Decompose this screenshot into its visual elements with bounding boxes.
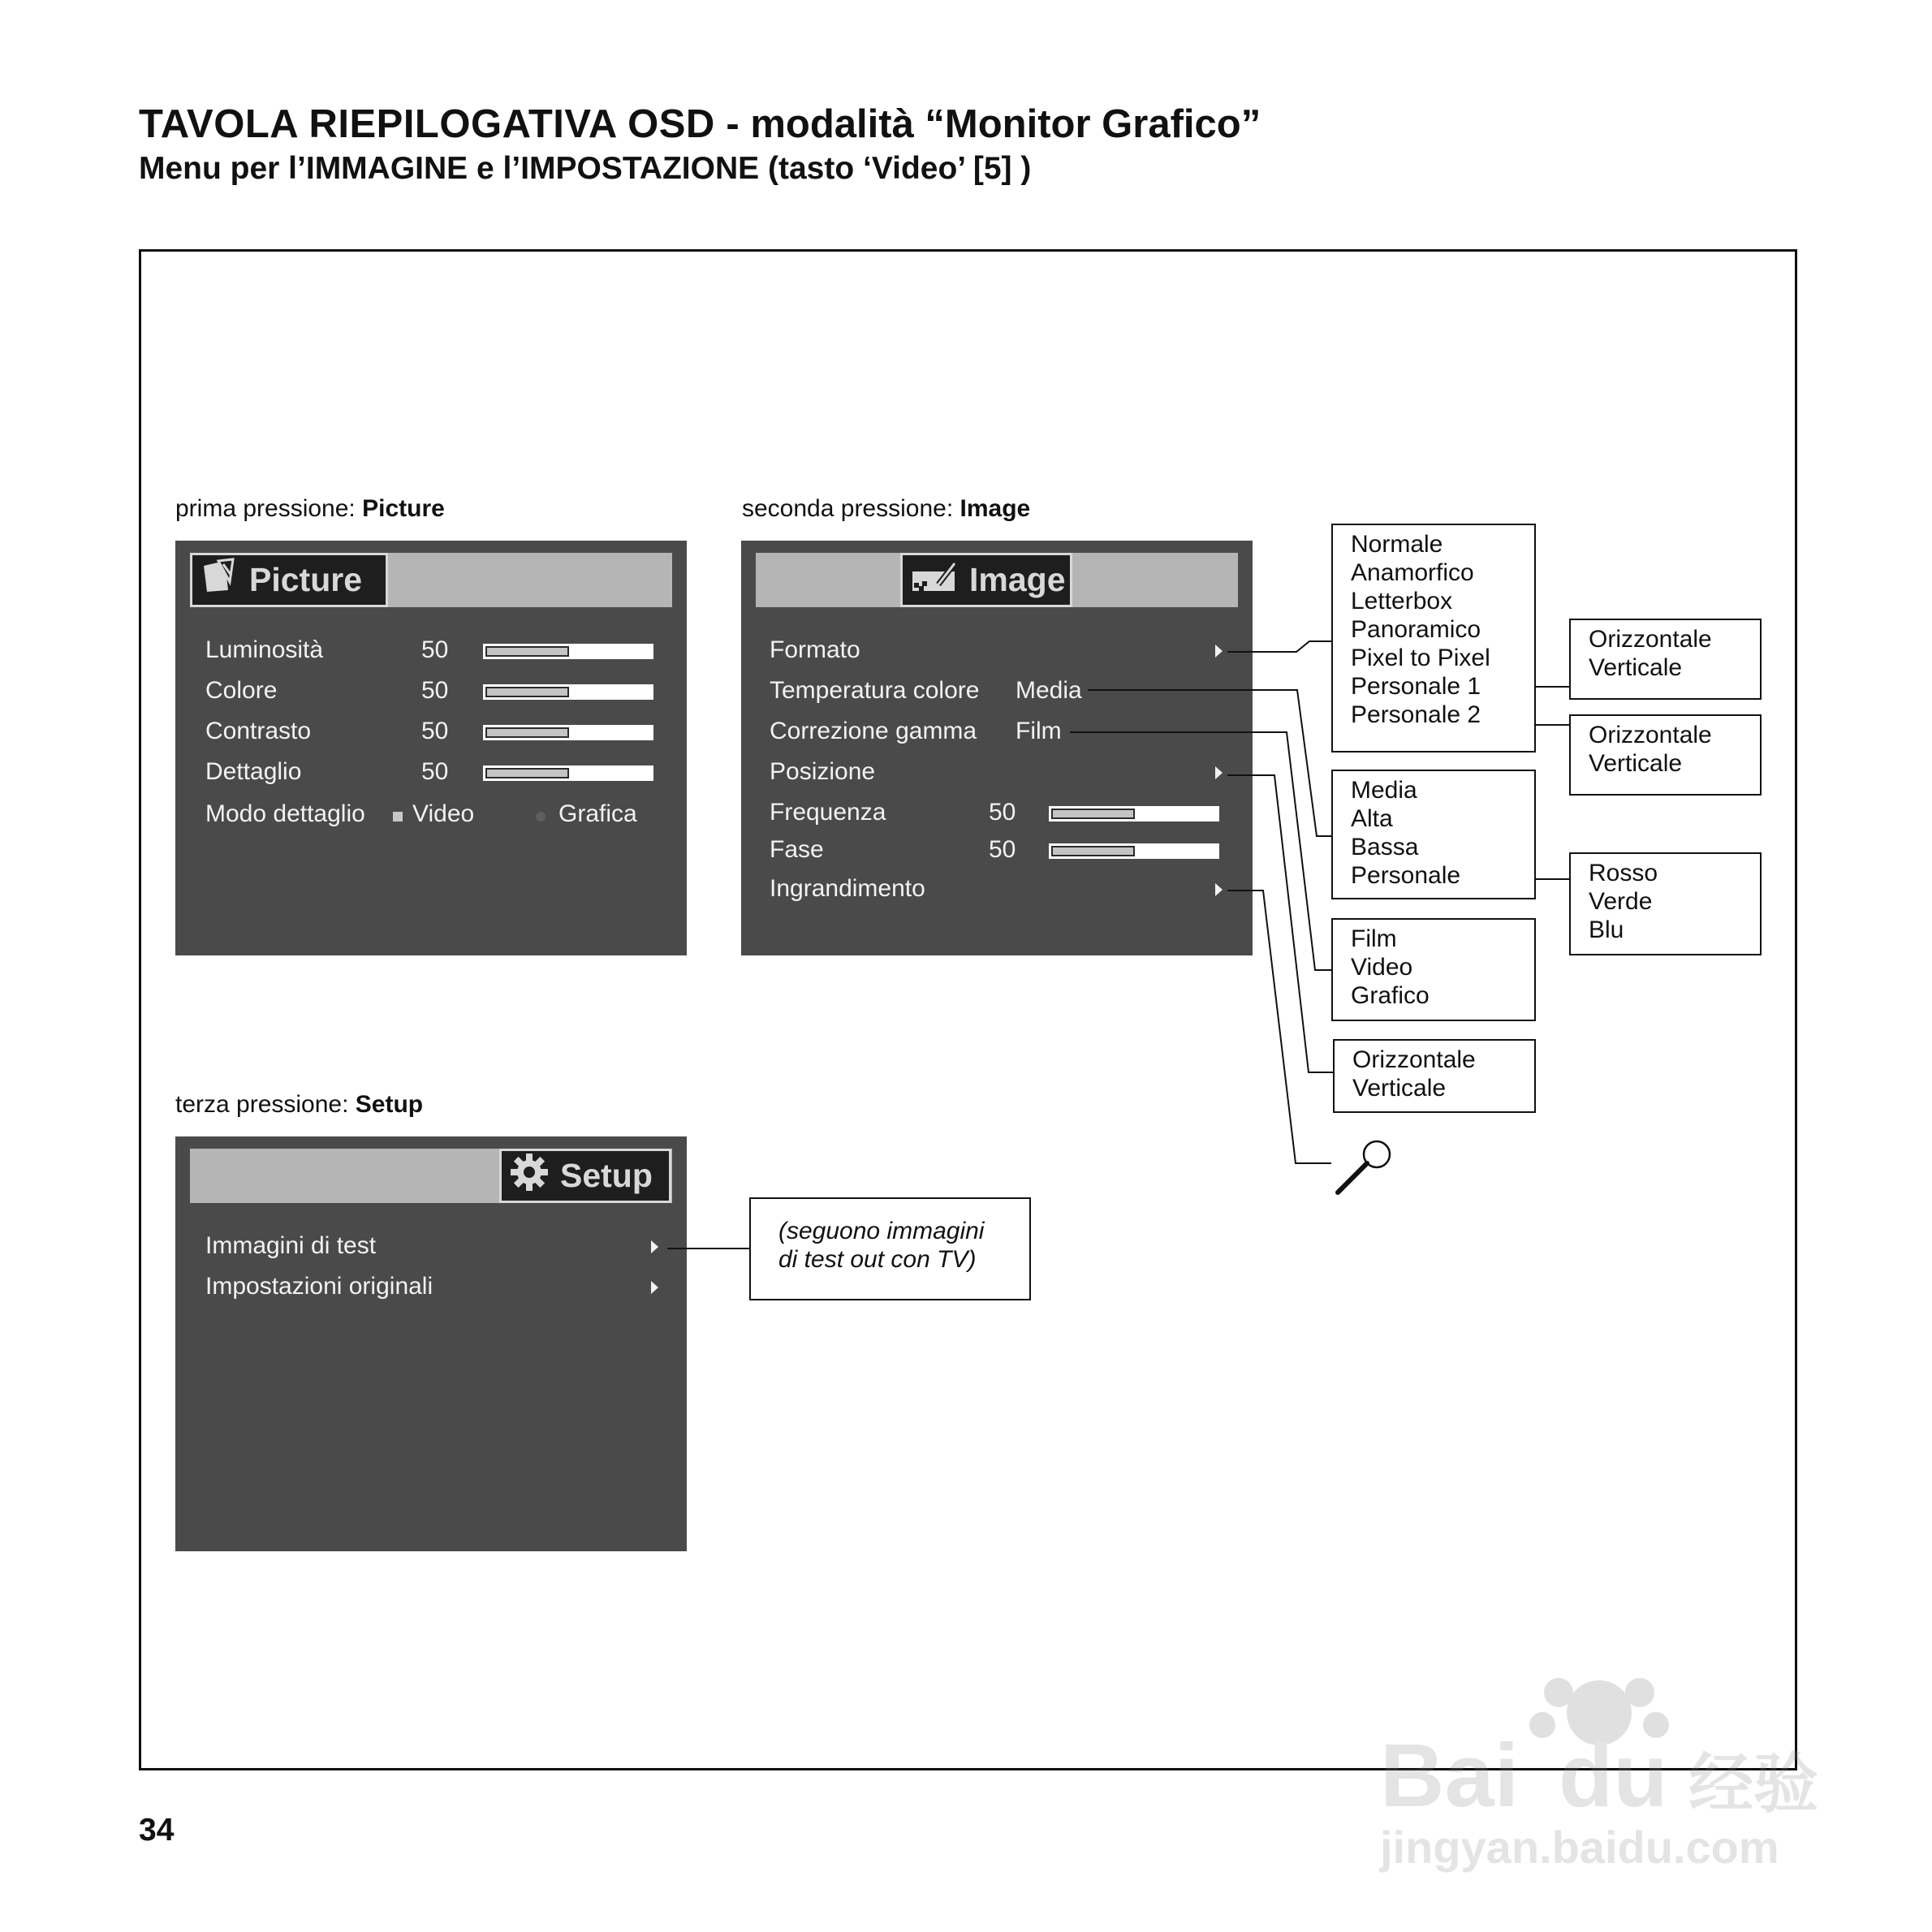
frequenza-value: 50 [989, 799, 1016, 826]
dettaglio-label: Dettaglio [205, 758, 302, 785]
luminosita-value: 50 [421, 636, 449, 663]
setup-header: Setup [499, 1149, 671, 1203]
rgb-options-box [1569, 852, 1762, 955]
svg-text:jingyan.baidu.com: jingyan.baidu.com [1380, 1822, 1779, 1873]
note-line-2: di test out con TV) [778, 1246, 977, 1273]
option-letterbox[interactable]: Letterbox [1351, 588, 1453, 615]
option-orizzontale[interactable]: Orizzontale [1352, 1046, 1476, 1073]
temperatura-value[interactable]: Media [1016, 677, 1082, 704]
option-panoramico[interactable]: Panoramico [1351, 616, 1481, 643]
mode-option-grafica[interactable]: Grafica [558, 800, 637, 827]
page-number: 34 [139, 1813, 175, 1848]
magnifier-icon [1331, 1133, 1396, 1202]
setup-caption: terza pressione: Setup [175, 1091, 424, 1118]
immagini-test-item[interactable]: Immagini di test [205, 1232, 377, 1259]
option-media[interactable]: Media [1351, 777, 1417, 804]
formato-options-box [1331, 524, 1536, 753]
ingrandimento-label[interactable]: Ingrandimento [770, 875, 925, 902]
setup-note-box [749, 1197, 1031, 1300]
option-verticale[interactable]: Verticale [1589, 750, 1683, 777]
svg-text:经验: 经验 [1688, 1746, 1818, 1822]
mode-option-video[interactable]: Video [412, 800, 475, 827]
colore-value: 50 [421, 677, 449, 704]
option-orizzontale[interactable]: Orizzontale [1589, 722, 1712, 748]
formato-label[interactable]: Formato [770, 636, 860, 663]
baidu-watermark [1364, 1656, 1826, 1875]
temperatura-label[interactable]: Temperatura colore [770, 677, 980, 704]
luminosita-label: Luminosità [205, 636, 324, 663]
option-video[interactable]: Video [1351, 954, 1413, 981]
picture-caption: prima pressione: Picture [175, 495, 445, 522]
option-film[interactable]: Film [1351, 925, 1397, 952]
modo-dettaglio-label: Modo dettaglio [205, 800, 365, 827]
option-alta[interactable]: Alta [1351, 805, 1393, 832]
fase-label: Fase [770, 836, 824, 863]
option-personale[interactable]: Personale [1351, 862, 1461, 889]
option-blu[interactable]: Blu [1589, 916, 1624, 943]
dettaglio-value: 50 [421, 758, 449, 785]
gamma-label[interactable]: Correzione gamma [770, 718, 977, 744]
option-verde[interactable]: Verde [1589, 888, 1653, 915]
frequenza-label: Frequenza [770, 799, 886, 826]
option-personale-2[interactable]: Personale 2 [1351, 701, 1481, 728]
svg-text:Bai: Bai [1380, 1726, 1520, 1826]
image-caption: seconda pressione: Image [742, 495, 1031, 522]
colore-label: Colore [205, 677, 278, 704]
gamma-options-box [1331, 918, 1536, 1021]
gamma-value[interactable]: Film [1016, 718, 1062, 744]
page-subtitle: Menu per l’IMMAGINE e l’IMPOSTAZIONE (tasto ‘Video’ [5] ) [139, 151, 1032, 186]
option-grafico[interactable]: Grafico [1351, 982, 1430, 1009]
svg-text:du: du [1559, 1726, 1668, 1826]
temperatura-options-box [1331, 770, 1536, 899]
option-orizzontale[interactable]: Orizzontale [1589, 626, 1712, 653]
personale2-options-box [1569, 714, 1762, 796]
fase-value: 50 [989, 836, 1016, 863]
option-verticale[interactable]: Verticale [1589, 654, 1683, 681]
contrasto-label: Contrasto [205, 718, 312, 744]
contrasto-value: 50 [421, 718, 449, 744]
image-header: Image [900, 553, 1072, 607]
picture-header: Picture [190, 553, 388, 607]
page-title: TAVOLA RIEPILOGATIVA OSD - modalità “Monitor Grafico” [139, 102, 1261, 146]
option-anamorfico[interactable]: Anamorfico [1351, 559, 1474, 586]
note-line-1: (seguono immagini [778, 1218, 985, 1244]
option-verticale[interactable]: Verticale [1352, 1075, 1447, 1102]
option-bassa[interactable]: Bassa [1351, 834, 1419, 860]
posizione-label[interactable]: Posizione [770, 758, 876, 785]
personale1-options-box [1569, 619, 1762, 700]
posizione-options-box [1333, 1039, 1536, 1113]
option-rosso[interactable]: Rosso [1589, 860, 1658, 886]
impostazioni-originali-item[interactable]: Impostazioni originali [205, 1273, 433, 1300]
option-personale-1[interactable]: Personale 1 [1351, 673, 1481, 700]
option-normale[interactable]: Normale [1351, 531, 1443, 558]
option-pixel-to-pixel[interactable]: Pixel to Pixel [1351, 645, 1490, 671]
